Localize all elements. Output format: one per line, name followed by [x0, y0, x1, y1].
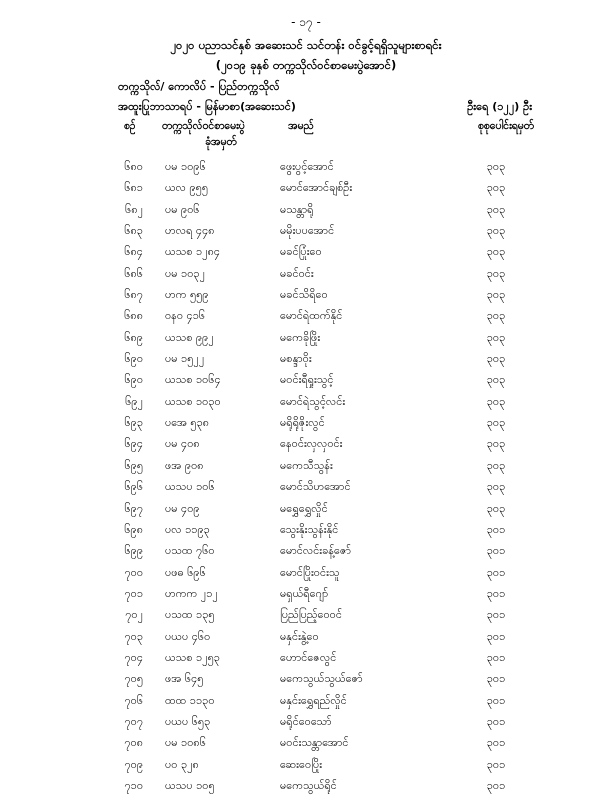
student-name: မကေသွယ်ရိုင် [280, 778, 337, 792]
roll-number: ပဝ ၃၂၈ [165, 757, 199, 771]
table-row [0, 691, 612, 712]
row-number: ၆၉၈ [124, 522, 143, 536]
table-row [0, 242, 612, 263]
roll-number: ယသပ ၁၀၅ [165, 778, 215, 792]
roll-number: ဖအ ၉၀၈ [165, 458, 204, 472]
total-marks: ၃၀၁ [486, 736, 506, 750]
table-row [0, 584, 612, 605]
student-name: မရိုင်ဝေသော် [280, 714, 332, 728]
table-row [0, 157, 612, 178]
page-number: - ၁၇ - [291, 15, 321, 29]
row-number: ၆၉၄ [124, 437, 143, 451]
roll-number: ယသစ ၉၉၂ [165, 330, 214, 344]
student-name: မောင်သိဟအောင် [280, 480, 351, 494]
row-number: ၆၉၀ [124, 352, 143, 366]
table-row [0, 627, 612, 648]
total-marks: ၃၀၁ [486, 757, 506, 771]
table-row [0, 456, 612, 477]
student-name: မမိုးပပအောင် [280, 224, 335, 238]
roll-number: ပအေ ၅၃၈ [165, 416, 210, 430]
total-marks: ၃၀၁ [486, 608, 506, 622]
roll-number: ယလ ၉၅၅ [165, 181, 209, 195]
student-name: မကေသွယ်သွယ်ဇော် [280, 672, 363, 686]
roll-number: ဟကက ၂၁၂ [165, 586, 218, 600]
student-name: မောင်အောင်ချစ်ဦး [280, 181, 353, 195]
total-marks: ၃၀၃ [486, 437, 506, 451]
student-name: မစန္ဒာဝိုး [280, 352, 312, 366]
roll-number: ပမ ၄၀၈ [165, 437, 200, 451]
table-row [0, 755, 612, 776]
column-header-name: အမည် [288, 120, 314, 132]
total-marks: ၃၀၁ [486, 586, 506, 600]
total-marks: ၃၀၁ [486, 629, 506, 643]
page-title: ၂၀၂၀ ပညာသင်နှစ် အဆေးသင် သင်တန်း ဝင်ခွင့်ရရှိသူများစာရင်း [170, 38, 442, 52]
table-row [0, 349, 612, 370]
row-number: ၇၀၈ [124, 736, 143, 750]
roll-number: ဟလရ ၄၄၈ [165, 224, 215, 238]
row-number: ၆၈၆ [124, 266, 143, 280]
table-row [0, 306, 612, 327]
page-subtitle: (၂၀၁၉ ခုနှစ် တက္ကသိုလ်ဝင်စာမေးပွဲအောင်) [215, 58, 397, 72]
student-name: သွေးနိုးသွန်းနိုင် [280, 522, 339, 536]
roll-number: ယသစ ၁၂၈၄ [165, 245, 221, 259]
table-row [0, 285, 612, 306]
table-row [0, 541, 612, 562]
table-row [0, 221, 612, 242]
student-name: မောင်ရဲသွင့်လင်း [280, 394, 346, 408]
total-marks: ၃၀၁ [486, 693, 506, 707]
student-name: နေဝင်းလှလှဝင်း [280, 437, 343, 451]
row-number: ၇၀၂ [125, 608, 143, 622]
table-row [0, 563, 612, 584]
table-row [0, 370, 612, 391]
row-number: ၇၀၉ [124, 757, 143, 771]
row-number: ၆၉၀ [124, 373, 143, 387]
headcount-label: ဦးရေ (၁၂၂) ဦး [467, 100, 532, 113]
student-name: မခင်သိရိဝေ [280, 288, 328, 302]
student-name: မကေသီသွန်း [280, 458, 333, 472]
roll-number: ပမ ၄၀၉ [165, 501, 200, 515]
roll-number: ဟက ၅၅၉ [165, 288, 209, 302]
total-marks: ၃၀၃ [486, 181, 506, 195]
table-row [0, 712, 612, 733]
student-name: ပြည်ပြည့်ဝေဝင် [280, 608, 342, 622]
row-number: ၆၉၆ [124, 480, 143, 494]
total-marks: ၃၀၃ [486, 266, 506, 280]
row-number: ၆၈၂ [125, 202, 143, 216]
table-row [0, 733, 612, 754]
roll-number: ပမ ၉၀၆ [165, 202, 200, 216]
row-number: ၆၉၃ [124, 416, 143, 430]
student-name: မရိုရိုဇိုးလွင် [280, 416, 325, 430]
roll-number: ဖအ ၆၄၅ [165, 672, 204, 686]
row-number: ၇၀၃ [124, 629, 143, 643]
total-marks: ၃၀၃ [486, 416, 506, 430]
total-marks: ၃၀၃ [486, 394, 506, 408]
roll-number: ပမ ၁၀၈၆ [165, 736, 206, 750]
results-table [0, 157, 612, 797]
table-row [0, 605, 612, 626]
roll-number: ယသစ ၁၀၆၄ [165, 373, 221, 387]
total-marks: ၃၀၃ [486, 202, 506, 216]
total-marks: ၃၀၃ [486, 160, 506, 173]
table-row [0, 178, 612, 199]
row-number: ၆၈၁ [124, 181, 143, 195]
student-name: မနှင်းရွှေရည်လှိုင် [280, 693, 347, 707]
roll-number: ပယပ ၄၆၀ [165, 629, 211, 643]
student-name: မရှယ်ရီဂျော် [280, 586, 329, 600]
total-marks: ၃၀၃ [486, 373, 506, 387]
column-header-roll: တက္ကသိုလ်ဝင်စာမေးပွဲ [162, 120, 245, 132]
row-number: ၆၈၈ [124, 309, 143, 323]
student-name: မဝင်းရီရှုးသွင့် [280, 373, 334, 387]
student-name: ဖွေးပွင့်အောင် [280, 160, 334, 173]
column-header-no: စဉ် [124, 120, 136, 132]
table-row [0, 392, 612, 413]
total-marks: ၃၀၃ [486, 309, 506, 323]
row-number: ၆၉၅ [124, 458, 143, 472]
student-name: မောင်ပြိုးဝင်းသူ [280, 565, 340, 579]
roll-number: ယသပ ၁၀၆ [165, 480, 215, 494]
row-number: ၆၉၇ [124, 501, 143, 515]
total-marks: ၃၀၁ [486, 778, 506, 792]
table-row [0, 499, 612, 520]
roll-number: ပသထ ၁၃၅ [165, 608, 215, 622]
student-name: မောင်ရဲထက်နိုင် [280, 309, 343, 323]
table-row [0, 328, 612, 349]
roll-number: ပဖဓ ၆၉၆ [165, 565, 206, 579]
row-number: ၆၈၉ [124, 330, 143, 344]
table-row [0, 200, 612, 221]
column-header-marks: စုစုပေါင်းရမှတ် [477, 120, 534, 132]
university-label: တက္ကသိုလ်/ ကောလိပ် - ပြည်တက္ကသိုလ် [118, 80, 280, 93]
total-marks: ၃၀၁ [486, 544, 506, 558]
table-row [0, 477, 612, 498]
row-number: ၇၀၀ [124, 565, 143, 579]
column-header-roll-line2: ခုံအမှတ် [205, 136, 237, 148]
total-marks: ၃၀၃ [486, 458, 506, 472]
table-row [0, 520, 612, 541]
total-marks: ၃၀၁ [486, 565, 506, 579]
row-number: ၆၈၄ [124, 245, 143, 259]
row-number: ၆၈၃ [124, 224, 143, 238]
row-number: ၆၈၀ [124, 160, 143, 173]
student-name: မခင်ဝင်း [280, 266, 314, 280]
subject-label: အထူးပြုဘာသာရပ် - မြန်မာစာ(အဆေးသင်) [118, 100, 296, 113]
roll-number: ယသစ ၁၀၃၀ [165, 394, 221, 408]
student-name: ဆေးဝေပြိုး [280, 757, 323, 771]
total-marks: ၃၀၃ [486, 352, 506, 366]
student-name: မနှင်းနွဲ့ဝေ [280, 629, 319, 643]
row-number: ၇၁၀ [124, 778, 143, 792]
roll-number: ယသစ ၁၂၅၃ [165, 650, 220, 664]
total-marks: ၃၀၁ [486, 522, 506, 536]
total-marks: ၃၀၃ [486, 245, 506, 259]
total-marks: ၃၀၃ [486, 224, 506, 238]
roll-number: ပမ ၁၅၂၂ [165, 352, 205, 366]
roll-number: ပမ ၁၀၃၂ [165, 266, 206, 280]
table-row [0, 434, 612, 455]
row-number: ၆၈၇ [124, 288, 143, 302]
student-name: မကေခိုဖြိုး [280, 330, 321, 344]
total-marks: ၃၀၁ [486, 650, 506, 664]
total-marks: ၃၀၁ [486, 672, 506, 686]
row-number: ၆၉၉ [124, 544, 143, 558]
row-number: ၇၀၄ [124, 650, 143, 664]
row-number: ၇၀၅ [124, 672, 143, 686]
total-marks: ၃၀၃ [486, 480, 506, 494]
total-marks: ၃၀၃ [486, 501, 506, 515]
total-marks: ၃၀၁ [486, 714, 506, 728]
table-row [0, 264, 612, 285]
table-row [0, 776, 612, 797]
roll-number: ပယပ ၆၅၃ [165, 714, 211, 728]
total-marks: ၃၀၃ [486, 330, 506, 344]
table-row [0, 648, 612, 669]
row-number: ၆၉၂ [125, 394, 143, 408]
student-name: မသန္တာရို [280, 202, 314, 216]
row-number: ၇၀၆ [124, 693, 143, 707]
roll-number: ပမ ၁၀၉၆ [165, 160, 206, 173]
row-number: ၇၀၁ [124, 586, 143, 600]
row-number: ၇၀၇ [124, 714, 143, 728]
student-name: ဟောင်ဇေလွင် [280, 650, 337, 664]
table-row [0, 413, 612, 434]
roll-number: ပသထ ၇၆၀ [165, 544, 215, 558]
student-name: မရွှေရွှေလှိုင် [280, 501, 328, 515]
table-row [0, 669, 612, 690]
roll-number: ထထ ၁၁၃၀ [165, 693, 215, 707]
student-name: မောင်လင်းခန့်ဇော် [280, 544, 352, 558]
student-name: မခင်ပြုံးဝေ [280, 245, 322, 259]
student-name: မဝင်းသန္တာအောင် [280, 736, 349, 750]
roll-number: ဝနဝ ၄၁၆ [165, 309, 206, 323]
roll-number: ပလ ၁၁၉၃ [165, 522, 210, 536]
total-marks: ၃၀၃ [486, 288, 506, 302]
